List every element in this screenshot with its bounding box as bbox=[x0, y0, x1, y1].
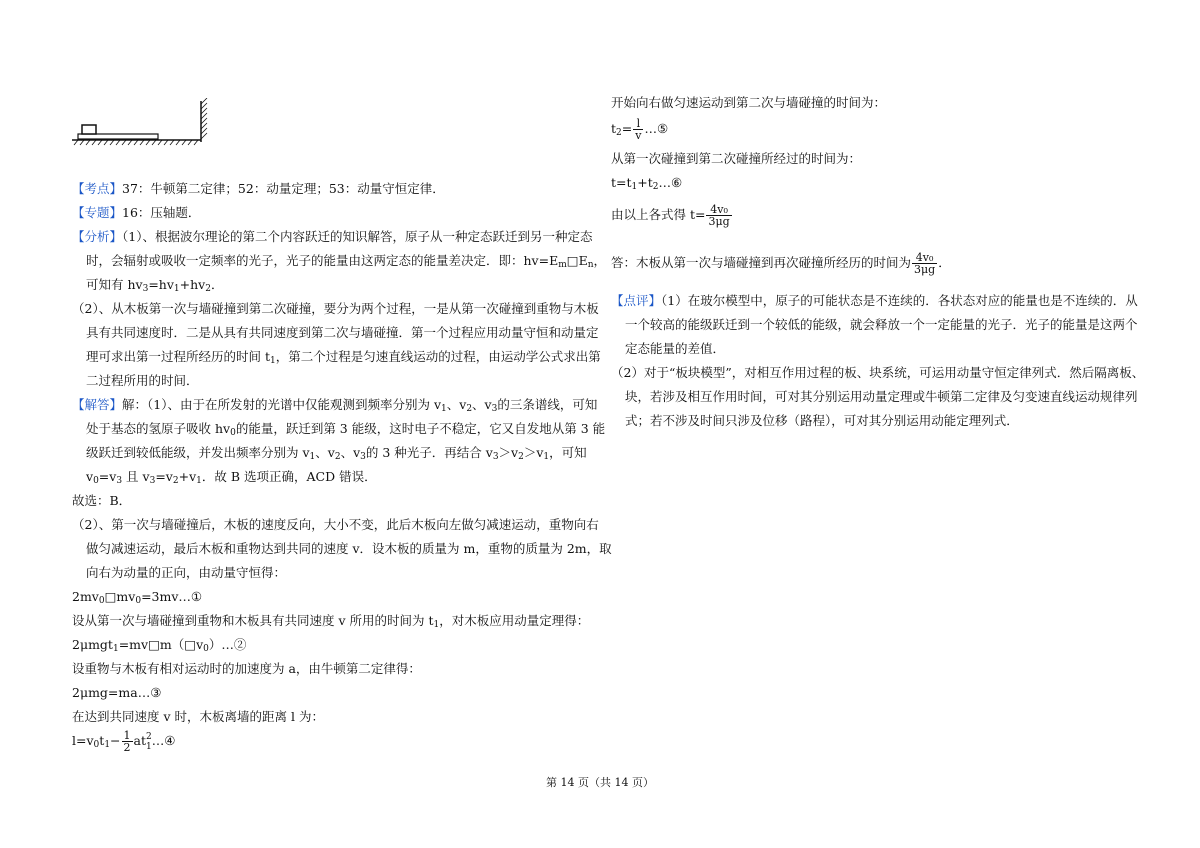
zhuanti-text: 16：压轴题． bbox=[122, 205, 201, 220]
right-line-1 bbox=[611, 92, 886, 114]
jieda-line-2 bbox=[86, 418, 605, 440]
subscript: 3 bbox=[360, 452, 366, 462]
page-footer bbox=[0, 774, 1200, 790]
subscript: 1 bbox=[631, 182, 638, 192]
jieda-text: 的能量，跃迁到第 3 能级，这时电子不稳定，它又自发地从第 3 能 bbox=[235, 421, 606, 436]
subscript: 1 bbox=[146, 741, 152, 752]
part2-line-1 bbox=[72, 514, 599, 536]
jieda-text: ，可知 bbox=[549, 445, 587, 460]
jieda-line-1 bbox=[72, 394, 597, 416]
equation-1 bbox=[72, 586, 202, 608]
subscript: 2 bbox=[652, 182, 659, 192]
subscript: 1 bbox=[309, 452, 316, 462]
jieda-text: ＞v bbox=[498, 445, 519, 460]
eq-text: …⑤ bbox=[644, 121, 669, 136]
jieda-text: 解：（1）、由于在所发射的光谱中仅能观测到频率分别为 v bbox=[122, 397, 442, 412]
eq-text: ）…② bbox=[208, 637, 247, 652]
part2-line-3 bbox=[86, 562, 286, 584]
subscript: 0 bbox=[135, 596, 142, 606]
eq-text: t bbox=[99, 733, 105, 748]
answer-text: 答：木板从第一次与墙碰撞到再次碰撞所经历的时间为 bbox=[611, 255, 912, 270]
zhuanti-line bbox=[72, 202, 200, 224]
board-wall-figure bbox=[70, 98, 210, 152]
eq-text: +t bbox=[637, 175, 653, 190]
answer-text: ． bbox=[938, 255, 951, 270]
fenxi-line-5 bbox=[86, 322, 599, 344]
frac-num: 4v₀ bbox=[706, 204, 731, 216]
fenxi-text: =hv bbox=[148, 277, 174, 292]
kaodian-line bbox=[72, 178, 445, 200]
jieda-text: ＞v bbox=[523, 445, 544, 460]
part2-text: 做匀减速运动，最后木板和重物达到共同的速度 v．设木板的质量为 m，重物的质量为 2m，取 bbox=[86, 541, 612, 556]
fenxi-text-2b: 具有共同速度时．二是从具有共同速度到第二次与墙碰撞．第一个过程应用动量守恒和动量定 bbox=[86, 325, 599, 340]
part2-line-6 bbox=[72, 706, 324, 728]
kaodian-tag: 【考点】 bbox=[72, 181, 123, 196]
fenxi-line-4 bbox=[72, 298, 599, 320]
eq-text: =3mv…① bbox=[141, 589, 203, 604]
part2-text: 向右为动量的正向，由动量守恒得： bbox=[86, 565, 287, 580]
jieda-text: ．故 B 选项正确，ACD 错误． bbox=[201, 469, 377, 484]
dianping-line-2 bbox=[625, 314, 1138, 336]
page-number: 第 14 页（共 14 页） bbox=[546, 776, 654, 789]
jieda-text: 级跃迁到较低能级，并发出频率分别为 v bbox=[86, 445, 310, 460]
jieda-text: 且 v bbox=[122, 469, 150, 484]
dianping-text: 一个较高的能级跃迁到一个较低的能级，就会释放一个一定能量的光子．光子的能量是这两个 bbox=[625, 317, 1138, 332]
frac-num: l bbox=[633, 118, 643, 130]
fenxi-text-2a: （2）、从木板第一次与墙碰撞到第二次碰撞，要分为两个过程，一是从第一次碰撞到重物与木板 bbox=[72, 301, 599, 316]
fenxi-text: +hv bbox=[179, 277, 206, 292]
fenxi-line-6 bbox=[86, 346, 601, 368]
subscript: n bbox=[587, 260, 594, 270]
dianping-tag: 【点评】 bbox=[611, 293, 662, 308]
fenxi-text-1a: （1）、根据波尔理论的第二个内容跃迁的知识解答，原子从一种定态跃迁到另一种定态 bbox=[122, 229, 593, 244]
dianping-text: （1）在玻尔模型中，原子的可能状态是不连续的．各状态对应的能量也是不连续的．从 bbox=[661, 293, 1138, 308]
fenxi-text: ． bbox=[210, 277, 224, 292]
frac-den: 3μg bbox=[708, 215, 730, 228]
kaodian-text: 37：牛顿第二定律；52：动量定理；53：动量守恒定律． bbox=[122, 181, 445, 196]
dianping-line-1 bbox=[611, 290, 1138, 312]
dianping-line-4 bbox=[611, 362, 1144, 384]
subscript: 0 bbox=[93, 740, 100, 750]
jieda-text: 的三条谱线，可知 bbox=[497, 397, 598, 412]
subscript: 1 bbox=[104, 740, 111, 750]
right-line-2 bbox=[611, 148, 861, 170]
right-text: 开始向右做匀速运动到第二次与墙碰撞的时间为： bbox=[611, 95, 887, 110]
eq-text: l=v bbox=[72, 733, 94, 748]
subscript: 1 bbox=[543, 452, 550, 462]
eq-text: □mv bbox=[104, 589, 136, 604]
subscript: 1 bbox=[433, 620, 440, 630]
frac-num: 4v₀ bbox=[912, 252, 937, 264]
eq-text: =mv□m（□v bbox=[118, 637, 204, 652]
fenxi-line-2 bbox=[86, 250, 606, 272]
part2-text: ，对木板应用动量定理得： bbox=[439, 613, 590, 628]
answer-choice: 故选：B． bbox=[72, 493, 132, 508]
fenxi-line-7 bbox=[86, 370, 199, 392]
subscript: 3 bbox=[149, 476, 156, 486]
right-text: 从第一次碰撞到第二次碰撞所经过的时间为： bbox=[611, 151, 862, 166]
subscript: 1 bbox=[173, 284, 180, 294]
figure-svg bbox=[70, 98, 210, 148]
dianping-text: 式；若不涉及时间只涉及位移（路程），可对其分别运用动能定理列式． bbox=[625, 413, 1019, 428]
subscript: 2 bbox=[205, 284, 211, 294]
subscript: 1 bbox=[441, 404, 447, 414]
subscript: 3 bbox=[142, 284, 149, 294]
jieda-text: 、v bbox=[472, 397, 492, 412]
dianping-text: （2）对于“板块模型”，对相互作用过程的板、块系统，可运用动量守恒定律列式．然后隔离板、 bbox=[611, 365, 1145, 380]
subscript: 2 bbox=[616, 128, 622, 138]
part2-text: 在达到共同速度 v 时，木板离墙的距离 l 为： bbox=[72, 709, 324, 724]
jieda-text: 、v bbox=[315, 445, 335, 460]
jieda-text: =v bbox=[155, 469, 173, 484]
fraction bbox=[912, 252, 937, 275]
subscript: 2 bbox=[334, 452, 341, 462]
fenxi-text: ，第二个过程是匀速直线运动的过程，由运动学公式求出第 bbox=[275, 349, 601, 364]
jieda-text: 的 3 种光子．再结合 v bbox=[365, 445, 493, 460]
zhuanti-tag: 【专题】 bbox=[72, 205, 123, 220]
fenxi-line-1 bbox=[72, 226, 592, 248]
subscript: 3 bbox=[116, 476, 123, 486]
dianping-text: 块，若涉及相互作用时间，可对其分别运用动量定理或牛顿第二定律及匀变速直线运动规律列 bbox=[625, 389, 1138, 404]
subscript: 0 bbox=[203, 644, 209, 654]
jieda-text: v bbox=[86, 469, 94, 484]
equation-3 bbox=[72, 682, 161, 704]
eq-text: − bbox=[110, 733, 121, 748]
eq-text: 2μmg=ma…③ bbox=[72, 685, 162, 700]
right-text: 由以上各式得 t= bbox=[611, 207, 706, 222]
subscript: 0 bbox=[230, 428, 236, 438]
dianping-line-3 bbox=[625, 338, 725, 360]
fraction bbox=[633, 118, 643, 141]
equation-6 bbox=[611, 172, 682, 194]
answer-line bbox=[611, 250, 951, 276]
part2-line-5 bbox=[72, 658, 421, 680]
dianping-text: 定态能量的差值． bbox=[625, 341, 726, 356]
eq-text: …④ bbox=[151, 733, 176, 748]
part2-line-2 bbox=[86, 538, 612, 560]
frac-den: 3μg bbox=[914, 263, 936, 276]
fenxi-tag: 【分析】 bbox=[72, 229, 123, 244]
subscript: 2 bbox=[466, 404, 473, 414]
answer-choice-line bbox=[72, 490, 131, 512]
dianping-line-6 bbox=[625, 410, 1019, 432]
part2-text: 设从第一次与墙碰撞到重物和木板具有共同速度 v 所用的时间为 t bbox=[72, 613, 434, 628]
eq-text: 2mv bbox=[72, 589, 99, 604]
subscript: 2 bbox=[172, 476, 179, 486]
subscript: 1 bbox=[270, 356, 276, 366]
subscript: 0 bbox=[93, 476, 99, 486]
eq-text: t=t bbox=[611, 175, 632, 190]
fenxi-line-3 bbox=[86, 274, 224, 296]
fenxi-text: □E bbox=[566, 253, 588, 268]
fenxi-text-1c: 可知有 hv bbox=[86, 277, 143, 292]
superscript: 2 bbox=[146, 731, 152, 742]
eq-text: t bbox=[611, 121, 617, 136]
jieda-line-3 bbox=[86, 442, 587, 464]
dianping-line-5 bbox=[625, 386, 1138, 408]
frac-den: 2 bbox=[123, 741, 131, 754]
part2-text: 设重物与木板有相对运动时的加速度为 a，由牛顿第二定律得： bbox=[72, 661, 421, 676]
jieda-text: 、v bbox=[446, 397, 467, 412]
equation-5 bbox=[611, 116, 668, 142]
eq-text: 2μmgt bbox=[72, 637, 113, 652]
jieda-text: +v bbox=[178, 469, 197, 484]
fenxi-text-1b: 时，会辐射或吸收一定频率的光子，光子的能量由这两定态的能量差决定．即：hv=E bbox=[86, 253, 559, 268]
fenxi-text-2d: 二过程所用的时间． bbox=[86, 373, 199, 388]
subscript: m bbox=[558, 260, 567, 270]
part2-line-4 bbox=[72, 610, 589, 632]
subscript: 2 bbox=[518, 452, 524, 462]
eq-text: at bbox=[133, 733, 147, 748]
equation-4 bbox=[72, 728, 175, 754]
fenxi-text-2c: 理可求出第一过程所经历的时间 t bbox=[86, 349, 270, 364]
part2-text: （2）、第一次与墙碰撞后，木板的速度反向，大小不变，此后木板向左做匀减速运动，重物向右 bbox=[72, 517, 599, 532]
subscript: 0 bbox=[98, 596, 105, 606]
jieda-line-4 bbox=[86, 466, 377, 488]
fraction bbox=[122, 730, 133, 753]
fenxi-text: ， bbox=[593, 253, 607, 268]
eq-text: = bbox=[621, 121, 633, 136]
frac-num: 1 bbox=[123, 729, 131, 742]
subscript: 1 bbox=[112, 644, 119, 654]
subscript: 3 bbox=[492, 452, 499, 462]
result-line bbox=[611, 202, 733, 228]
jieda-tag: 【解答】 bbox=[72, 397, 123, 412]
jieda-text: 、v bbox=[340, 445, 361, 460]
jieda-text: 处于基态的氢原子吸收 hv bbox=[86, 421, 231, 436]
fraction bbox=[706, 204, 731, 227]
frac-den: v bbox=[635, 129, 642, 142]
jieda-text: =v bbox=[98, 469, 117, 484]
subscript: 1 bbox=[196, 476, 202, 486]
subscript: 3 bbox=[491, 404, 498, 414]
equation-2 bbox=[72, 634, 246, 656]
eq-text: …⑥ bbox=[658, 175, 683, 190]
